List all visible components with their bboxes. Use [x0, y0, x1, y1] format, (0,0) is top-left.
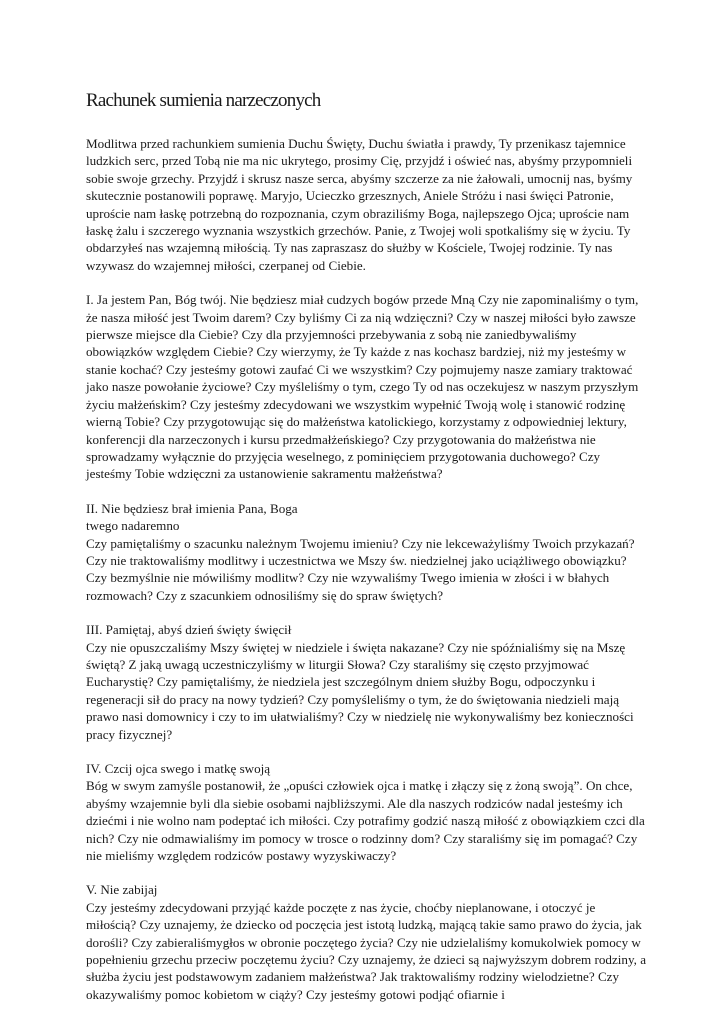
commandment-5	[86, 881, 646, 1003]
commandment-1	[86, 291, 646, 482]
commandment-2	[86, 500, 646, 604]
commandment-2-heading-line-2: twego nadaremno	[86, 518, 180, 534]
commandment-2-body: Czy pamiętaliśmy o szacunku należnym Twojemu imieniu? Czy nie lekceważyliśmy Twoich przykazań? Czy nie traktowaliśmy modlitwy i uczestnictwa we Mszy św. niedzielnej jako uciążliwego obowiązku? Czy bezmyślnie nie mówiliśmy modlitw? Czy nie wzywaliśmy Twego imienia w złości i w błahych rozmowach? Czy z szacunkiem odnosiliśmy się do spraw świętych?	[86, 535, 635, 603]
commandment-3-heading: III. Pamiętaj, abyś dzień święty święcił	[86, 622, 292, 638]
commandment-5-heading: V. Nie zabijaj	[86, 882, 158, 898]
document-page	[86, 90, 646, 1020]
commandment-4	[86, 760, 646, 864]
commandment-4-heading: IV. Czcij ojca swego i matkę swoją	[86, 761, 271, 776]
intro-paragraph: Modlitwa przed rachunkiem sumienia Duchu Święty, Duchu światła i prawdy, Ty przenikasz tajemnice ludzkich serc, przed Tobą nie ma nic ukrytego, prosimy Cię, przyjdź i oświeć nas, abyśmy przypomnieli sobie swoje grzechy. Przyjdź i skrusz nasze serca, abyśmy szczerze za nie żałowali, umocnij nas, byśmy skutecznie postanowili poprawę. Maryjo, Ucieczko grzesznych, Aniele Stróżu i nasi święci Patronie, uproście nam łaskę potrzebną do rozpoznania, czym obraziliśmy Boga, najlepszego Ojca; uproście nam łaskę żalu i szczerego wyznania wszystkich grzechów. Panie, z Twojej woli spotkaliśmy się w życiu. Ty obdarzyłeś nas wzajemną miłością. Ty nas zapraszasz do służby w Kościele, Twojej rodzinie. Ty nas wzywasz do wzajemnej miłości, czerpanej od Ciebie.	[86, 136, 633, 273]
commandment-4-body: Bóg w swym zamyśle postanowił, że „opuści człowiek ojca i matkę i złączy się z żoną swoją”. On chce, abyśmy wzajemnie byli dla siebie osobami najbliższymi. Ale dla naszych rodziców nadal jesteśmy ich dziećmi i nie wolno nam podeptać ich miłości. Czy potrafimy godzić naszą miłość z obowiązkiem czci dla nich? Czy nie odmawialiśmy im pomocy w trosce o rodzinny dom? Czy staraliśmy się im pomagać? Czy nie mieliśmy względem rodziców postawy wyzyskiwaczy?	[86, 778, 645, 864]
commandment-1-body: I. Ja jestem Pan, Bóg twój. Nie będziesz miał cudzych bogów przede Mną Czy nie zapominaliśmy o tym, że nasza miłość jest Twoim darem? Czy byliśmy Ci za nią wdzięczni? Czy w naszej miłości było zawsze pierwsze miejsce dla Ciebie? Czy dla przyjemności przebywania z sobą nie zaniedbywaliśmy obowiązków względem Ciebie? Czy wierzymy, że Ty każde z nas kochasz bardziej, niż my jesteśmy w stanie kochać? Czy jesteśmy gotowi zaufać Ci we wszystkim? Czy pojmujemy nasze zamiary traktować jako nasze powołanie życiowe? Czy myśleliśmy o tym, czego Ty od nas oczekujesz w naszym przyszłym życiu małżeńskim? Czy jesteśmy zdecydowani we wszystkim wypełnić Twoją wolę i stanowić rodzinę wierną Tobie? Czy przygotowując się do małżeństwa katolickiego, korzystamy z odpowiedniej lektury, konferencji dla narzeczonych i kursu przedmałżeńskiego? Czy przygotowania do małżeństwa nie sprowadzamy wyłącznie do przyjęcia weselnego, z pominięciem przygotowania duchowego? Czy jesteśmy Tobie wdzięczni za ustanowienie sakramentu małżeństwa?	[86, 292, 639, 482]
commandment-3	[86, 621, 646, 743]
document-title: Rachunek sumienia narzeczonych	[86, 90, 321, 111]
commandment-3-body: Czy nie opuszczaliśmy Mszy świętej w niedziele i święta nakazane? Czy nie spóźnialiśmy się na Mszę świętą? Z jaką uwagą uczestniczyliśmy w liturgii Słowa? Czy staraliśmy się często przyjmować Eucharystię? Czy pamiętaliśmy, że niedziela jest szczególnym dniem służby Bogu, odpoczynku i regeneracji sił do pracy na nowy tydzień? Czy pomyśleliśmy o tym, że do świętowania niedzieli mają prawo nasi domownicy i czy to im ułatwialiśmy? Czy w niedzielę nie wykonywaliśmy bez konieczności pracy fizycznej?	[86, 639, 634, 742]
commandment-5-body: Czy jesteśmy zdecydowani przyjąć każde poczęte z nas życie, choćby nieplanowane, i otoczyć je miłością? Czy uznajemy, że dziecko od poczęcia jest istotą ludzką, mającą takie samo prawo do życia, jak dorośli? Czy zabieraliśmygłos w obronie poczętego życia? Czy nie udzielaliśmy komukolwiek pomocy w popełnieniu grzechu przeciw poczętemu życiu? Czy uznajemy, że dzieci są najwyższym dobrem rodziny, a służba życiu jest podstawowym zadaniem małżeństwa? Jak traktowaliśmy rodziny wielodzietne? Czy okazywaliśmy pomoc kobietom w ciąży? Czy jesteśmy gotowi podjąć ofiarnie i	[86, 899, 646, 1002]
commandment-2-heading-line-1: II. Nie będziesz brał imienia Pana, Boga	[86, 500, 298, 516]
